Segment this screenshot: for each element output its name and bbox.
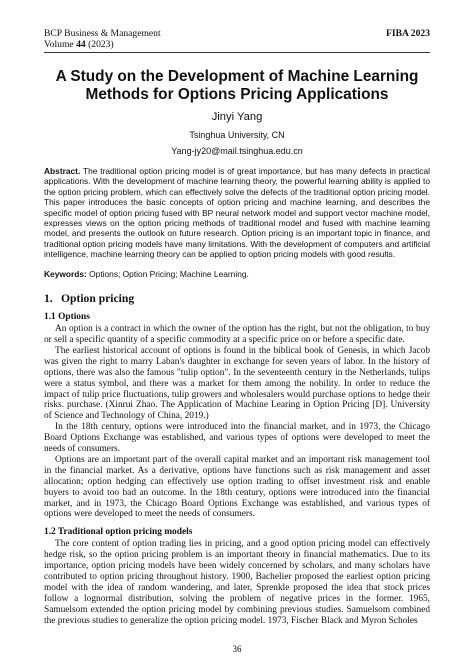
running-header xyxy=(44,28,430,39)
keywords-label: Keywords: xyxy=(44,268,87,279)
body-paragraph: The core content of option trading lies in pricing, and a good option pricing model can effectively hedge risk, so the option pricing problem is an important theory in financial mathematics. Due to its importance, option pricing models have been widely concerned by scholars, and many scholars have contributed to option pricing throughout history. 1900, Bachelier proposed the earliest option pricing model with the idea of random wandering, and later, Sprenkle proposed the idea that stock prices follow a lognormal distribution, solving the problem of negative prices in the former. 1965, Samuelsom extended the option pricing model by combining previous studies. Samuelsom combined the previous studies to generalize the option pricing model. 1973, Fischer Black and Myron Scholes xyxy=(44,539,430,626)
volume-number: 44 xyxy=(76,39,86,50)
author-email[interactable]: Yang-jy20@mail.tsinghua.edu.cn xyxy=(171,146,303,156)
journal-name: BCP Business & Management xyxy=(44,28,161,39)
author-name: Jinyi Yang xyxy=(211,111,263,123)
keywords-text: Options; Option Pricing; Machine Learning. xyxy=(86,268,249,279)
volume-year: (2023) xyxy=(88,39,114,50)
author-affiliation: Tsinghua University, CN xyxy=(189,130,285,140)
section-title: Option pricing xyxy=(61,292,135,306)
paper-title: A Study on the Development of Machine Learning Methods for Options Pricing Applications xyxy=(55,68,419,103)
body-paragraph: The earliest historical account of options is found in the biblical book of Genesis, in which Jacob was given the right to marry Laban's daughter in exchange for seven years of labor. In the history of options, there was also the famous "tulip option". In the seventeenth century in the Netherlands, tulips were a status symbol, and there was a market for them among the nobility. In order to reduce the impact of tulip price fluctuations, tulip growers and wholesalers would purchase options to hedge their risks. purchase. (Xinrui Zhao. The Application of Machine Learing in Option Pricing [D]. University of Science and Technology of China, 2019.) xyxy=(44,345,430,422)
abstract-text: The traditional option pricing model is of great importance, but has many defects in practical applications. With the development of machine learning theory, the powerful learning ability is applied to the option pricing problem, which can effectively solve the defects of the traditional option pricing model. This paper introduces the basic concepts of option pricing and machine learning, and describes the specific model of option pricing fused with BP neural network model and support vector machine model, expresses views on the option pricing methods of traditional model and fused with machine learning model, and presents the outlook on future research. Option pricing is an important topic in finance, and traditional option pricing models have many limitations. With the development of computers and artificial intelligence, machine learning theory can be applied to option pricing models with good results. xyxy=(44,166,430,260)
page-number: 36 xyxy=(232,644,242,654)
body-paragraph: An option is a contract in which the owner of the option has the right, but not the obligation, to buy or sell a specific quantity of a specific commodity at a specific price on or before a specific date. xyxy=(44,324,430,345)
header-rule xyxy=(44,52,430,53)
abstract xyxy=(44,166,430,260)
body-paragraph: In the 18th century, options were introduced into the financial market, and in 1973, the Chicago Board Options Exchange was established, and various types of options were developed to meet the needs of consumers. xyxy=(44,422,430,455)
section-heading xyxy=(44,292,430,305)
subsection-heading: 1.2 Traditional option pricing models xyxy=(44,527,193,538)
keywords xyxy=(44,269,430,279)
abstract-label: Abstract. xyxy=(44,166,81,176)
conference-name: FIBA 2023 xyxy=(386,28,430,39)
volume-line xyxy=(44,39,430,50)
body-paragraph: Options are an important part of the overall capital market and an important risk management tool in the financial market. As a derivative, options have functions such as risk management and asset allocation; option hedging can effectively use option trading to offset investment risk and enable buyers to avoid too bad an outcome. In the 18th century, options were introduced into the financial market, and in 1973, the Chicago Board Options Exchange was established, and various types of options were developed to meet the needs of consumers. xyxy=(44,454,430,520)
volume-prefix: Volume xyxy=(44,39,74,50)
section-number: 1. xyxy=(44,292,53,306)
subsection-heading: 1.1 Options xyxy=(44,312,90,323)
